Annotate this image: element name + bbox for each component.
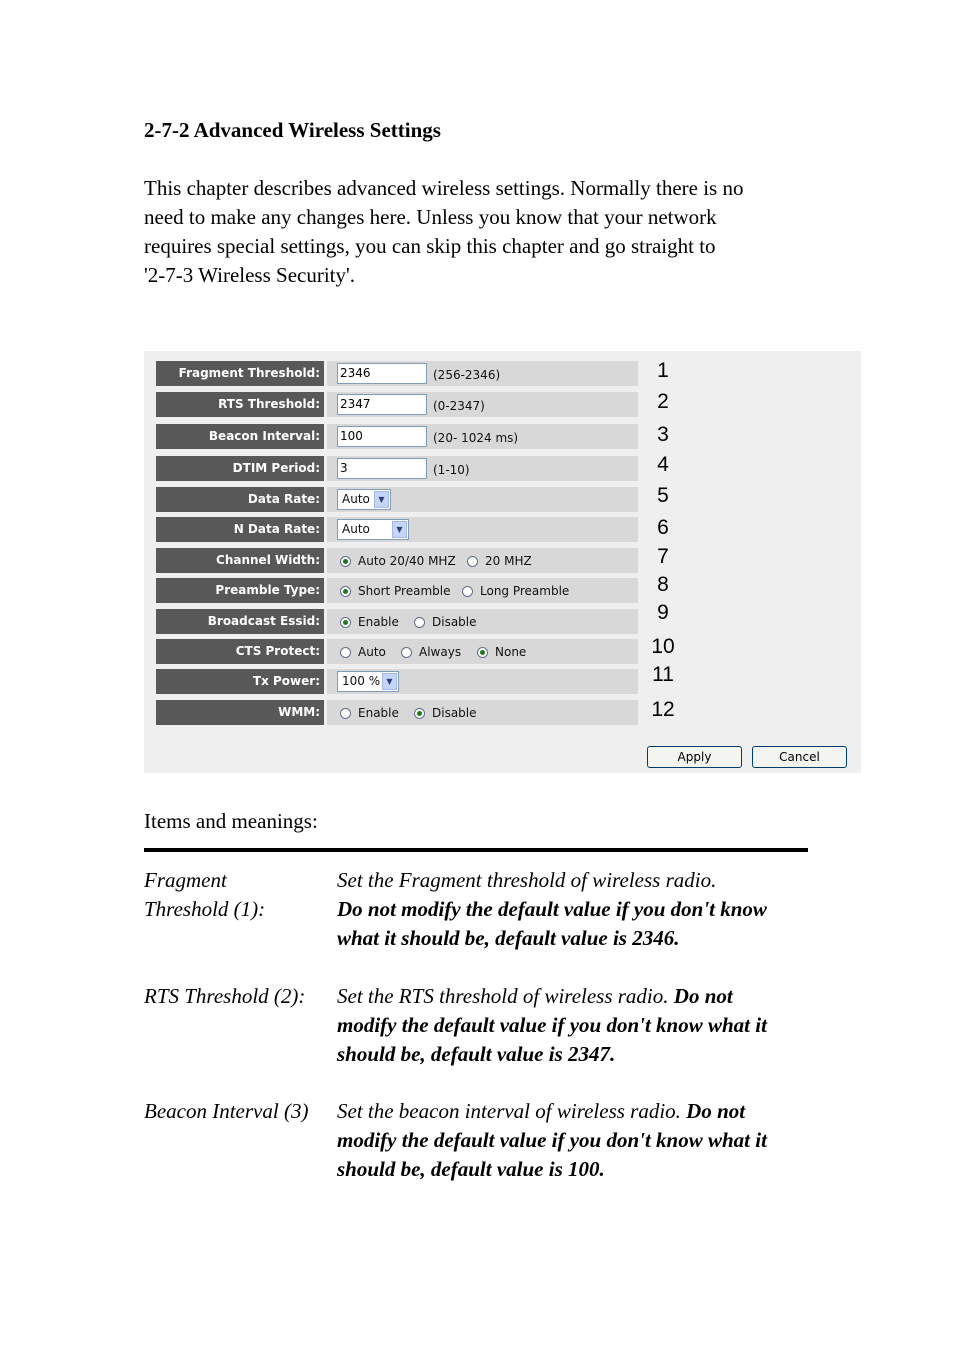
tx-power-row [156, 669, 638, 694]
channel-width-label: Channel Width: [156, 548, 324, 573]
desc-bold: modify the default value if you don't know what it [337, 1128, 767, 1152]
option-label: Enable [358, 706, 399, 720]
radio-icon[interactable] [414, 617, 425, 628]
desc-bold: what it should be, default value is 2346. [337, 926, 680, 950]
radio-icon[interactable] [462, 586, 473, 597]
n-data-rate-field-cell [327, 517, 638, 542]
preamble-option-long[interactable] [462, 583, 569, 599]
cts-protect-option-auto[interactable] [340, 644, 386, 660]
desc-bold: Do not [673, 984, 733, 1008]
radio-icon[interactable] [467, 556, 478, 567]
callout-number: 8 [657, 573, 669, 596]
fragment-threshold-field-cell [327, 361, 638, 386]
desc-bold: Do not modify the default value if you don't know [337, 897, 767, 921]
chevron-down-icon[interactable]: ▼ [382, 673, 397, 690]
channel-width-field-cell [327, 548, 638, 573]
wmm-field-cell [327, 700, 638, 725]
broadcast-essid-option-disable[interactable] [414, 614, 477, 630]
item-term [144, 1097, 334, 1126]
n-data-rate-selected: Auto [342, 522, 370, 536]
cts-protect-option-none[interactable] [477, 644, 526, 660]
broadcast-essid-option-enable[interactable] [340, 614, 399, 630]
section-heading: 2-7-2 Advanced Wireless Settings [144, 118, 441, 142]
option-label: Auto 20/40 MHZ [358, 554, 456, 568]
intro-line: This chapter describes advanced wireless settings. Normally there is no [144, 176, 744, 200]
dtim-period-label: DTIM Period: [156, 456, 324, 481]
item-term [144, 866, 334, 924]
n-data-rate-row [156, 517, 638, 542]
rts-threshold-field-cell [327, 392, 638, 417]
rts-threshold-hint: (0-2347) [433, 399, 485, 413]
callout-number: 7 [657, 545, 669, 568]
radio-selected-icon[interactable] [414, 708, 425, 719]
chevron-down-icon[interactable]: ▼ [392, 521, 407, 538]
rts-threshold-label: RTS Threshold: [156, 392, 324, 417]
option-label: None [495, 645, 527, 659]
data-rate-select[interactable] [337, 489, 391, 510]
option-label: Disable [432, 706, 477, 720]
radio-selected-icon[interactable] [340, 617, 351, 628]
desc-bold: should be, default value is 2347. [337, 1042, 616, 1066]
wmm-option-enable[interactable] [340, 705, 399, 721]
radio-selected-icon[interactable] [477, 647, 488, 658]
data-rate-selected: Auto [342, 492, 370, 506]
channel-width-option-20[interactable] [467, 553, 532, 569]
wmm-option-disable[interactable] [414, 705, 477, 721]
tx-power-select[interactable] [337, 671, 399, 692]
callout-number: 12 [651, 698, 675, 721]
term-line: RTS Threshold (2): [144, 984, 306, 1008]
option-label: Enable [358, 615, 399, 629]
channel-width-option-auto[interactable] [340, 553, 456, 569]
cancel-button[interactable]: Cancel [752, 746, 847, 768]
desc-plain: Set the beacon interval of wireless radio. [337, 1099, 681, 1123]
callout-number: 9 [657, 601, 669, 624]
callout-number: 4 [657, 453, 669, 476]
divider [144, 848, 808, 852]
desc-bold: Do not [686, 1099, 746, 1123]
cts-protect-option-always[interactable] [401, 644, 461, 660]
broadcast-essid-row [156, 609, 638, 634]
data-rate-label: Data Rate: [156, 487, 324, 512]
intro-line: '2-7-3 Wireless Security'. [144, 263, 356, 287]
cts-protect-label: CTS Protect: [156, 639, 324, 664]
cts-protect-field-cell [327, 639, 638, 664]
data-rate-row [156, 487, 638, 512]
preamble-type-row [156, 578, 638, 603]
radio-icon[interactable] [401, 647, 412, 658]
desc-bold: modify the default value if you don't know what it [337, 1013, 767, 1037]
radio-selected-icon[interactable] [340, 586, 351, 597]
chevron-down-icon[interactable]: ▼ [374, 491, 389, 508]
callout-number: 11 [652, 663, 674, 686]
tx-power-selected: 100 % [342, 674, 381, 688]
item-description [337, 982, 808, 1069]
option-label: Short Preamble [358, 584, 451, 598]
rts-threshold-input[interactable]: 2347 [337, 394, 427, 415]
n-data-rate-select[interactable] [337, 519, 409, 540]
broadcast-essid-label: Broadcast Essid: [156, 609, 324, 634]
item-description [337, 866, 808, 953]
intro-paragraph [144, 174, 804, 290]
dtim-period-input[interactable]: 3 [337, 458, 427, 479]
callout-number: 1 [657, 359, 669, 382]
fragment-threshold-label: Fragment Threshold: [156, 361, 324, 386]
option-label: Always [419, 645, 462, 659]
item-description [337, 1097, 808, 1184]
option-label: Disable [432, 615, 477, 629]
advanced-settings-screenshot [144, 351, 861, 773]
desc-line [337, 1040, 808, 1069]
fragment-threshold-hint: (256-2346) [433, 368, 501, 382]
intro-line: requires special settings, you can skip this chapter and go straight to [144, 234, 716, 258]
n-data-rate-label: N Data Rate: [156, 517, 324, 542]
data-rate-field-cell [327, 487, 638, 512]
option-label: 20 MHZ [485, 554, 532, 568]
term-line: Beacon Interval (3) [144, 1099, 309, 1123]
desc-line: Set the Fragment threshold of wireless radio. [337, 868, 717, 892]
rts-threshold-row [156, 392, 638, 417]
beacon-interval-row [156, 424, 638, 449]
item-term [144, 982, 334, 1011]
cts-protect-row [156, 639, 638, 664]
tx-power-label: Tx Power: [156, 669, 324, 694]
callout-number: 2 [657, 390, 669, 413]
desc-bold: should be, default value is 100. [337, 1157, 605, 1181]
wmm-row [156, 700, 638, 725]
dtim-period-row [156, 456, 638, 481]
desc-line [337, 1097, 808, 1126]
broadcast-essid-field-cell [327, 609, 638, 634]
option-label: Long Preamble [480, 584, 570, 598]
preamble-option-short[interactable] [340, 583, 450, 599]
radio-icon[interactable] [340, 708, 351, 719]
preamble-type-field-cell [327, 578, 638, 603]
intro-line: need to make any changes here. Unless you know that your network [144, 205, 717, 229]
desc-line [337, 895, 808, 924]
preamble-type-label: Preamble Type: [156, 578, 324, 603]
desc-line [337, 924, 808, 953]
channel-width-row [156, 548, 638, 573]
desc-line [337, 1155, 808, 1184]
radio-icon[interactable] [340, 647, 351, 658]
fragment-threshold-row [156, 361, 638, 386]
desc-line [337, 1011, 808, 1040]
term-line: Fragment [144, 868, 227, 892]
beacon-interval-field-cell [327, 424, 638, 449]
beacon-interval-input[interactable]: 100 [337, 426, 427, 447]
wmm-label: WMM: [156, 700, 324, 725]
dtim-period-field-cell [327, 456, 638, 481]
callout-number: 6 [657, 516, 669, 539]
beacon-interval-hint: (20- 1024 ms) [433, 431, 519, 445]
dtim-period-hint: (1-10) [433, 463, 470, 477]
desc-line [337, 982, 808, 1011]
tx-power-field-cell [327, 669, 638, 694]
items-title: Items and meanings: [144, 809, 318, 833]
option-label: Auto [358, 645, 386, 659]
desc-plain: Set the RTS threshold of wireless radio. [337, 984, 669, 1008]
radio-selected-icon[interactable] [340, 556, 351, 567]
callout-number: 3 [657, 423, 669, 446]
desc-line [337, 1126, 808, 1155]
callout-number: 5 [657, 484, 669, 507]
apply-button[interactable]: Apply [647, 746, 742, 768]
beacon-interval-label: Beacon Interval: [156, 424, 324, 449]
callout-number: 10 [651, 635, 675, 658]
fragment-threshold-input[interactable]: 2346 [337, 363, 427, 384]
term-line: Threshold (1): [144, 897, 266, 921]
